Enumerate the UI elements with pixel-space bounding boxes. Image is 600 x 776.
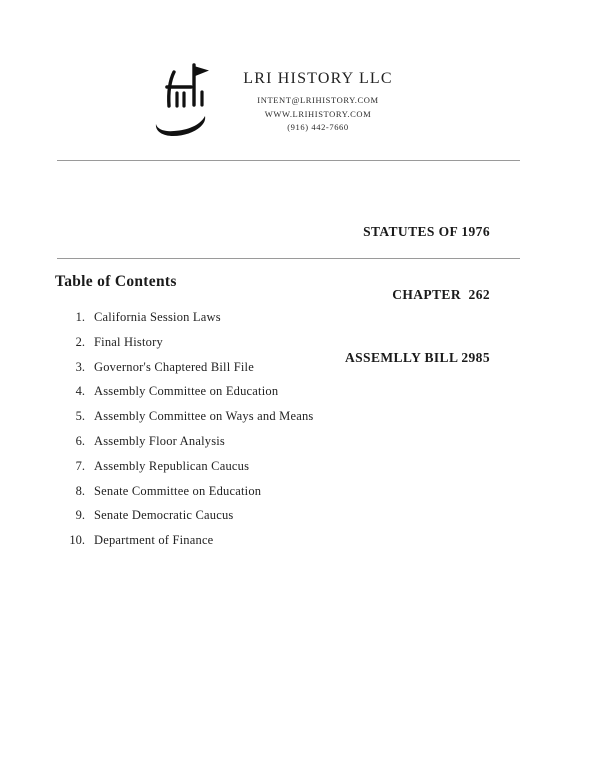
toc-item-number: 10. xyxy=(69,533,85,548)
toc-item xyxy=(55,310,313,335)
toc-item-label: Assembly Republican Caucus xyxy=(94,458,250,473)
toc-item-label: Assembly Floor Analysis xyxy=(94,433,225,448)
toc-title: Table of Contents xyxy=(55,273,177,290)
toc-item-label: Governor's Chaptered Bill File xyxy=(94,359,254,374)
toc-item-number: 6. xyxy=(75,433,85,448)
toc-item-label: Senate Committee on Education xyxy=(94,483,262,498)
toc-item-number: 8. xyxy=(75,483,85,498)
statute-reference-block xyxy=(345,179,490,410)
statute-line-year: STATUTES OF 1976 xyxy=(363,224,490,239)
toc-item-label: Assembly Committee on Ways and Means xyxy=(94,409,314,424)
contact-website: WWW.LRIHISTORY.COM xyxy=(264,108,372,119)
toc-item-number: 1. xyxy=(75,310,85,324)
contact-block xyxy=(243,60,393,136)
toc-item-label: Department of Finance xyxy=(94,533,214,548)
toc-item xyxy=(55,533,313,558)
contact-email: INTENT@LRIHISTORY.COM xyxy=(257,95,379,105)
contact-phone: (916) 442-7660 xyxy=(287,122,349,132)
divider-bottom xyxy=(57,258,520,259)
toc-item xyxy=(55,335,313,360)
toc-item-label: California Session Laws xyxy=(94,310,221,324)
toc-item xyxy=(55,459,313,484)
toc-item-number: 2. xyxy=(75,334,85,349)
toc-item xyxy=(55,508,313,533)
letterhead xyxy=(0,60,570,144)
toc-item-number: 3. xyxy=(75,359,85,374)
toc-item xyxy=(55,409,313,434)
toc-item xyxy=(55,384,313,409)
lri-history-logo-icon xyxy=(147,60,221,144)
toc-item-number: 5. xyxy=(75,409,85,424)
toc-item-label: Senate Democratic Caucus xyxy=(94,508,234,523)
statute-line-bill: ASSEMLLY BILL 2985 xyxy=(344,350,490,365)
toc-list xyxy=(55,310,313,558)
toc-item-number: 9. xyxy=(75,508,85,523)
statute-line-chapter: CHAPTER 262 xyxy=(392,287,490,302)
toc-item-number: 4. xyxy=(75,384,85,399)
company-name: LRI HISTORY LLC xyxy=(243,70,393,87)
toc-item xyxy=(55,434,313,459)
toc-item-label: Final History xyxy=(94,334,163,349)
toc-item xyxy=(55,484,313,509)
divider-top xyxy=(57,160,520,161)
toc-item xyxy=(55,360,313,385)
toc-item-number: 7. xyxy=(75,458,85,473)
toc-item-label: Assembly Committee on Education xyxy=(94,384,279,399)
